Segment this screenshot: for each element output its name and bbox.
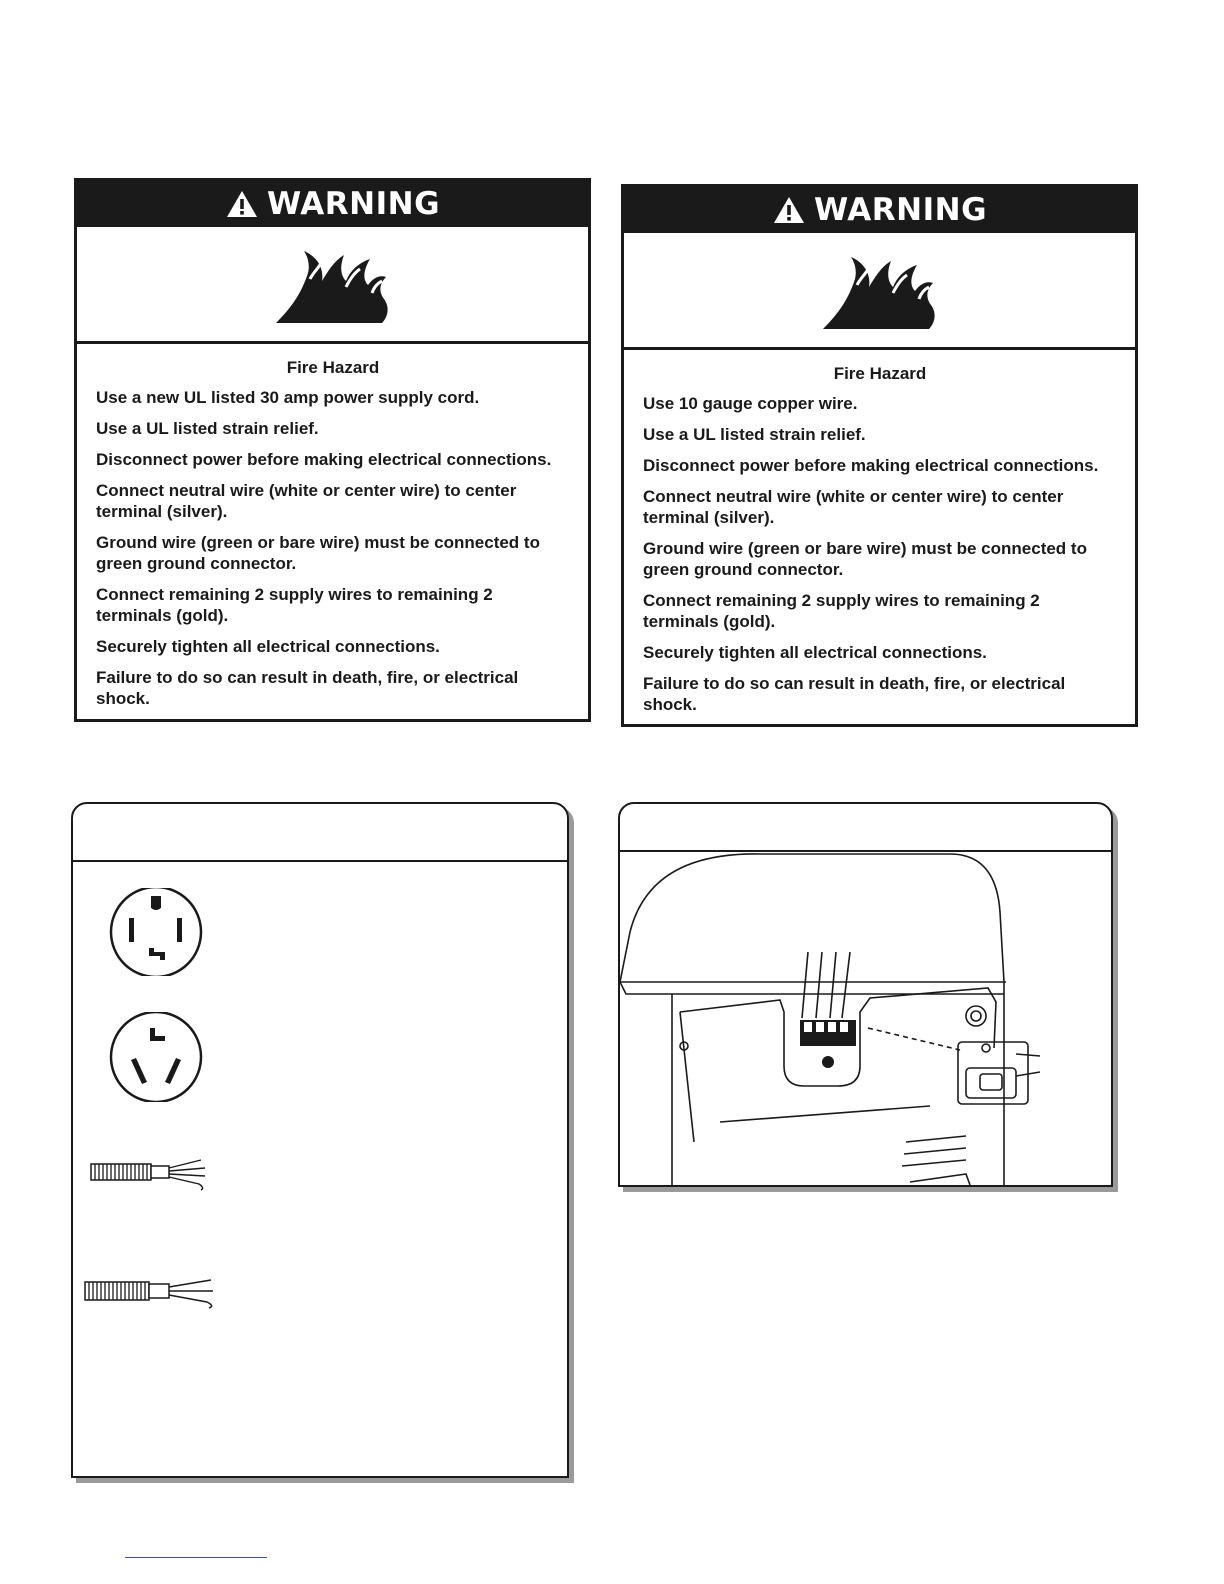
terminal-block-panel (618, 802, 1113, 1187)
warning-triangle-icon (772, 195, 806, 225)
warning-title: WARNING (266, 186, 441, 222)
warning-line: Use a UL listed strain relief. (96, 419, 319, 438)
panel-header (73, 804, 567, 862)
3-wire-cord-icon (83, 1272, 223, 1312)
dryer-terminal-block-illustration (620, 852, 1111, 1185)
warning-triangle-icon (225, 189, 259, 219)
symbol-area (624, 233, 1135, 350)
hazard-title: Fire Hazard (833, 364, 927, 383)
warning-line: Connect remaining 2 supply wires to remaining 2 terminals (gold). (643, 591, 1040, 631)
fire-hazard-icon (274, 243, 392, 325)
3-prong-outlet-icon (107, 1012, 205, 1102)
warning-line: Connect remaining 2 supply wires to remaining 2 terminals (gold). (96, 585, 493, 625)
hazard-title: Fire Hazard (286, 358, 380, 377)
symbol-area (77, 227, 588, 344)
warning-title: WARNING (813, 192, 988, 228)
warning-line: Connect neutral wire (white or center wire) to center terminal (silver). (643, 487, 1064, 527)
warning-line: Ground wire (green or bare wire) must be connected to green ground connector. (643, 539, 1087, 579)
warning-body (624, 350, 1135, 725)
panel-header (620, 804, 1111, 852)
warning-line: Securely tighten all electrical connections. (643, 643, 987, 662)
warning-header (77, 181, 588, 227)
warning-line: Use a UL listed strain relief. (643, 425, 866, 444)
warning-body (77, 344, 588, 719)
warning-line: Ground wire (green or bare wire) must be connected to green ground connector. (96, 533, 540, 573)
4-prong-outlet-icon (107, 888, 205, 976)
warning-line: Securely tighten all electrical connections. (96, 637, 440, 656)
warning-line: Failure to do so can result in death, fire, or electrical shock. (96, 668, 519, 708)
4-wire-cord-icon (89, 1154, 213, 1194)
fire-hazard-icon (821, 249, 939, 331)
warning-line: Disconnect power before making electrical connections. (96, 450, 552, 469)
warning-line: Use 10 gauge copper wire. (643, 394, 858, 413)
warning-line: Disconnect power before making electrical connections. (643, 456, 1099, 475)
warning-header (624, 187, 1135, 233)
footer-link-rule (125, 1557, 267, 1558)
warning-box-copper-wire (621, 184, 1138, 727)
warning-box-power-cord (74, 178, 591, 722)
warning-line: Failure to do so can result in death, fire, or electrical shock. (643, 674, 1066, 714)
warning-line: Connect neutral wire (white or center wire) to center terminal (silver). (96, 481, 517, 521)
outlet-and-cord-panel (71, 802, 569, 1478)
warning-line: Use a new UL listed 30 amp power supply cord. (96, 388, 480, 407)
